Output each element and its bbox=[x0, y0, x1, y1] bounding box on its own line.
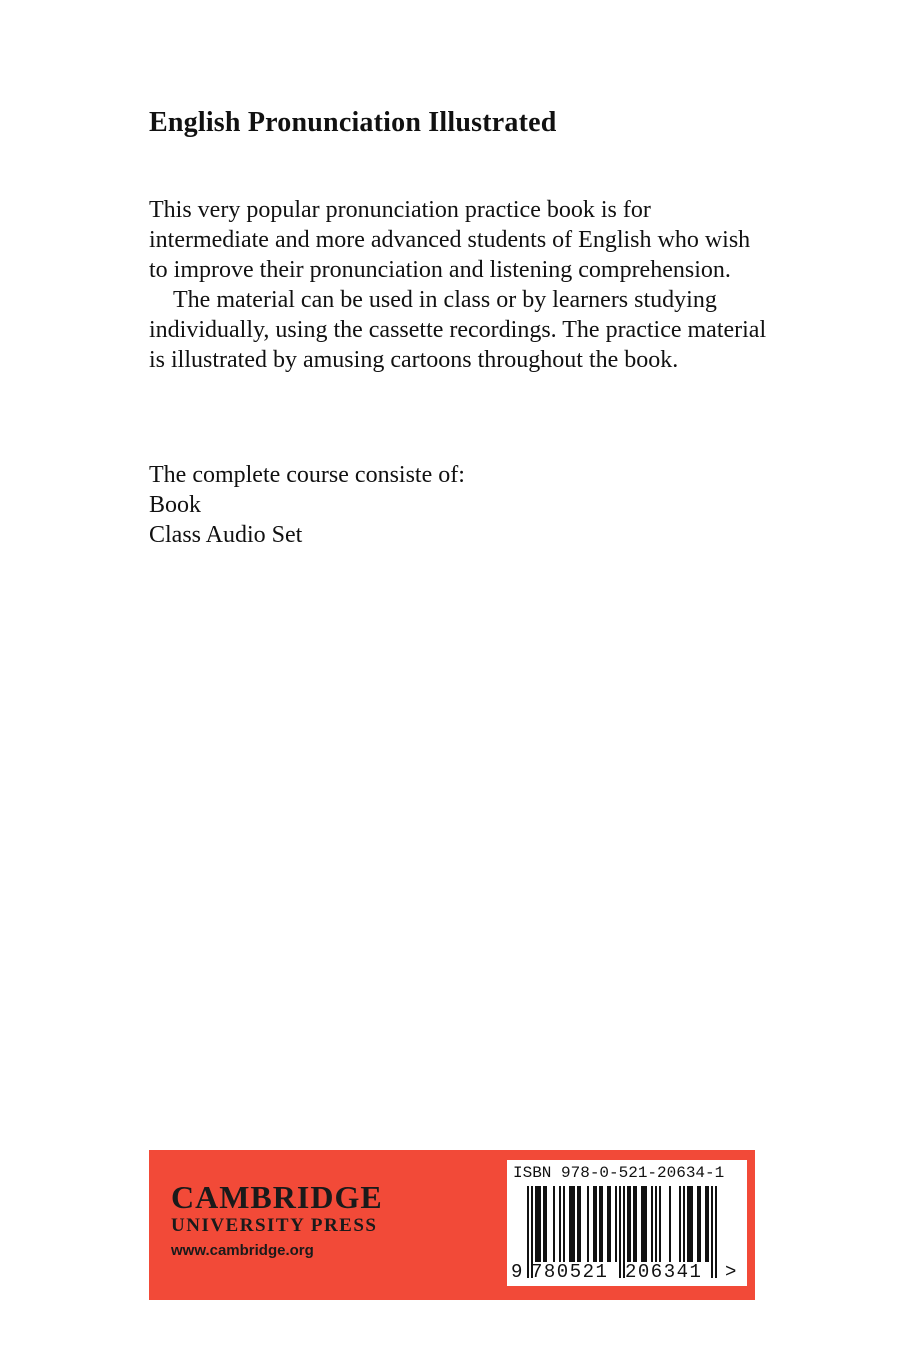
ean-lead-digit: 9 bbox=[511, 1261, 523, 1283]
barcode-bar bbox=[543, 1186, 545, 1262]
barcode-bar bbox=[527, 1186, 529, 1278]
barcode-bar bbox=[705, 1186, 707, 1262]
barcode-bar bbox=[593, 1186, 595, 1262]
barcode-bar bbox=[659, 1186, 661, 1262]
barcode-bar bbox=[655, 1186, 657, 1262]
barcode-bar bbox=[643, 1186, 645, 1262]
barcode-bar bbox=[607, 1186, 609, 1262]
barcode-bar bbox=[689, 1186, 691, 1262]
barcode-bar bbox=[563, 1186, 565, 1262]
barcode-bar bbox=[599, 1186, 601, 1262]
barcode-bar bbox=[691, 1186, 693, 1262]
ean-arrow: > bbox=[725, 1261, 737, 1283]
description-paragraph-2: The material can be used in class or by learners studying individually, using the cassette recordings. The practice material is illustrated by amusing cartoons throughout the book. bbox=[149, 287, 767, 373]
barcode-bar bbox=[587, 1186, 589, 1262]
ean-left-digits: 780521 bbox=[531, 1261, 609, 1283]
barcode-bar bbox=[687, 1186, 689, 1262]
barcode-bar bbox=[645, 1186, 647, 1262]
barcode-bar bbox=[715, 1186, 717, 1278]
barcode-bar bbox=[601, 1186, 603, 1262]
barcode-bar bbox=[679, 1186, 681, 1262]
barcode-bar bbox=[651, 1186, 653, 1262]
publisher-name: CAMBRIDGE bbox=[171, 1179, 383, 1215]
barcode-bar bbox=[579, 1186, 581, 1262]
barcode-bar bbox=[711, 1186, 713, 1278]
barcode-bar bbox=[699, 1186, 701, 1262]
description-paragraph-1: This very popular pronunciation practice book is for intermediate and more advanced students of English who wish to improve their pronunciation and listening comprehension. bbox=[149, 197, 751, 283]
barcode-bar bbox=[571, 1186, 573, 1262]
course-item-book: Book bbox=[149, 492, 202, 518]
publisher-subtitle: UNIVERSITY PRESS bbox=[171, 1215, 378, 1236]
barcode-bar bbox=[697, 1186, 699, 1262]
ean-right-digits: 206341 bbox=[625, 1261, 703, 1283]
barcode-bar bbox=[559, 1186, 561, 1262]
course-intro: The complete course consiste of: bbox=[149, 462, 465, 488]
barcode-bar bbox=[595, 1186, 597, 1262]
barcode-bar bbox=[627, 1186, 629, 1262]
isbn-label: ISBN 978-0-521-20634-1 bbox=[513, 1164, 725, 1182]
barcode-bar bbox=[553, 1186, 555, 1262]
barcode-bar bbox=[615, 1186, 617, 1262]
barcode-bar bbox=[633, 1186, 635, 1262]
barcode-bar bbox=[619, 1186, 621, 1278]
barcode-bar bbox=[629, 1186, 631, 1262]
barcode-bar bbox=[609, 1186, 611, 1262]
barcode-bar bbox=[545, 1186, 547, 1262]
barcode-bar bbox=[573, 1186, 575, 1262]
barcode bbox=[507, 1160, 747, 1286]
barcode-bar bbox=[537, 1186, 539, 1262]
barcode-bar bbox=[669, 1186, 671, 1262]
book-title: English Pronunciation Illustrated bbox=[149, 107, 557, 138]
barcode-bar bbox=[535, 1186, 537, 1262]
publisher-logo bbox=[171, 1180, 383, 1262]
barcode-bar bbox=[577, 1186, 579, 1262]
publisher-url: www.cambridge.org bbox=[171, 1242, 314, 1259]
barcode-bar bbox=[569, 1186, 571, 1262]
description bbox=[149, 195, 769, 375]
barcode-bar bbox=[539, 1186, 541, 1262]
barcode-bar bbox=[641, 1186, 643, 1262]
barcode-bar bbox=[683, 1186, 685, 1262]
barcode-bar bbox=[635, 1186, 637, 1262]
publisher-banner bbox=[149, 1150, 755, 1300]
course-item-audio: Class Audio Set bbox=[149, 522, 303, 548]
course-components bbox=[149, 460, 465, 550]
barcode-bar bbox=[707, 1186, 709, 1262]
